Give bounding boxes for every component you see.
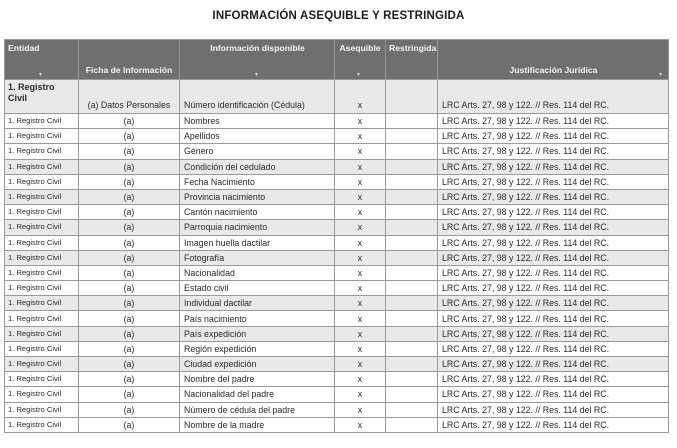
page-title: INFORMACIÓN ASEQUIBLE Y RESTRINGIDA [212, 10, 465, 22]
cell-justificacion: LRC Arts. 27, 98 y 122. // Res. 114 del RC. [438, 417, 669, 432]
table-row [5, 357, 669, 372]
cell-restringida [386, 281, 438, 296]
cell-entidad: 1. Registro Civil [5, 235, 79, 250]
cell-informacion: Fotografía [180, 250, 335, 265]
cell-justificacion: LRC Arts. 27, 98 y 122. // Res. 114 del RC. [438, 402, 669, 417]
cell-asequible: x [335, 402, 386, 417]
cell-entidad: 1. Registro Civil [5, 402, 79, 417]
cell-justificacion: LRC Arts. 27, 98 y 122. // Res. 114 del RC. [438, 326, 669, 341]
column-header-label: Justificación Jurídica [509, 65, 598, 75]
cell-restringida [386, 417, 438, 432]
cell-asequible: x [335, 372, 386, 387]
table-row [5, 189, 669, 204]
cell-justificacion: LRC Arts. 27, 98 y 122. // Res. 114 del RC. [438, 250, 669, 265]
cell-asequible: x [335, 189, 386, 204]
cell-ficha: (a) [79, 235, 180, 250]
cell-entidad: 1. Registro Civil [5, 417, 79, 432]
cell-entidad: 1. Registro Civil [5, 357, 79, 372]
cell-asequible: x [335, 296, 386, 311]
cell-ficha: (a) [79, 417, 180, 432]
cell-asequible: x [335, 311, 386, 326]
cell-entidad: 1. Registro Civil [5, 205, 79, 220]
cell-ficha: (a) [79, 250, 180, 265]
cell-restringida [386, 250, 438, 265]
cell-restringida [386, 220, 438, 235]
cell-asequible: x [335, 129, 386, 144]
cell-restringida [386, 189, 438, 204]
cell-ficha: (a) [79, 387, 180, 402]
cell-informacion: Fecha Nacimiento [180, 174, 335, 189]
cell-ficha: (a) [79, 341, 180, 356]
cell-informacion: Cantón nacimiento [180, 205, 335, 220]
cell-ficha: (a) [79, 144, 180, 159]
cell-justificacion: LRC Arts. 27, 98 y 122. // Res. 114 del RC. [438, 220, 669, 235]
cell-entidad: 1. Registro Civil [5, 159, 79, 174]
cell-entidad: 1. Registro Civil [5, 281, 79, 296]
cell-justificacion: LRC Arts. 27, 98 y 122. // Res. 114 del RC. [438, 80, 669, 114]
cell-restringida [386, 144, 438, 159]
cell-ficha: (a) [79, 265, 180, 280]
cell-entidad: 1. Registro Civil [5, 80, 79, 114]
table-body [5, 80, 669, 433]
table-row [5, 174, 669, 189]
cell-restringida [386, 402, 438, 417]
filter-dropdown-icon[interactable]: ▾ [255, 72, 259, 78]
column-header-label: Ficha de Información [85, 65, 173, 75]
table-row [5, 220, 669, 235]
cell-justificacion: LRC Arts. 27, 98 y 122. // Res. 114 del RC. [438, 129, 669, 144]
cell-restringida [386, 372, 438, 387]
column-header-label: Entidad [8, 43, 40, 53]
cell-ficha: (a) [79, 326, 180, 341]
cell-restringida [386, 387, 438, 402]
table-row [5, 417, 669, 432]
cell-restringida [386, 357, 438, 372]
cell-ficha: (a) [79, 311, 180, 326]
cell-informacion: Género [180, 144, 335, 159]
cell-justificacion: LRC Arts. 27, 98 y 122. // Res. 114 del RC. [438, 311, 669, 326]
cell-ficha: (a) [79, 402, 180, 417]
table-row [5, 129, 669, 144]
cell-justificacion: LRC Arts. 27, 98 y 122. // Res. 114 del RC. [438, 174, 669, 189]
cell-asequible: x [335, 220, 386, 235]
cell-entidad: 1. Registro Civil [5, 311, 79, 326]
cell-asequible: x [335, 341, 386, 356]
cell-justificacion: LRC Arts. 27, 98 y 122. // Res. 114 del RC. [438, 144, 669, 159]
cell-asequible: x [335, 205, 386, 220]
cell-entidad: 1. Registro Civil [5, 189, 79, 204]
table-row [5, 281, 669, 296]
cell-informacion: Número de cédula del padre [180, 402, 335, 417]
cell-asequible: x [335, 417, 386, 432]
cell-entidad: 1. Registro Civil [5, 341, 79, 356]
table-row [5, 341, 669, 356]
cell-informacion: País expedición [180, 326, 335, 341]
column-header-informacion [180, 40, 335, 80]
cell-ficha: (a) [79, 189, 180, 204]
table-row [5, 235, 669, 250]
cell-asequible: x [335, 174, 386, 189]
cell-justificacion: LRC Arts. 27, 98 y 122. // Res. 114 del RC. [438, 341, 669, 356]
cell-justificacion: LRC Arts. 27, 98 y 122. // Res. 114 del RC. [438, 281, 669, 296]
cell-restringida [386, 341, 438, 356]
cell-restringida [386, 311, 438, 326]
cell-justificacion: LRC Arts. 27, 98 y 122. // Res. 114 del RC. [438, 265, 669, 280]
cell-informacion: Región expedición [180, 341, 335, 356]
cell-justificacion: LRC Arts. 27, 98 y 122. // Res. 114 del RC. [438, 189, 669, 204]
cell-asequible: x [335, 357, 386, 372]
column-header-restringida [386, 40, 438, 80]
cell-justificacion: LRC Arts. 27, 98 y 122. // Res. 114 del RC. [438, 296, 669, 311]
cell-informacion: Nacionalidad del padre [180, 387, 335, 402]
cell-justificacion: LRC Arts. 27, 98 y 122. // Res. 114 del RC. [438, 205, 669, 220]
cell-asequible: x [335, 114, 386, 129]
cell-entidad: 1. Registro Civil [5, 265, 79, 280]
cell-entidad: 1. Registro Civil [5, 114, 79, 129]
cell-restringida [386, 174, 438, 189]
table-row [5, 326, 669, 341]
information-table [4, 39, 669, 433]
cell-informacion: Imagen huella dactilar [180, 235, 335, 250]
cell-asequible: x [335, 80, 386, 114]
cell-asequible: x [335, 265, 386, 280]
cell-ficha: (a) [79, 357, 180, 372]
cell-ficha: (a) [79, 129, 180, 144]
cell-entidad: 1. Registro Civil [5, 326, 79, 341]
cell-justificacion: LRC Arts. 27, 98 y 122. // Res. 114 del RC. [438, 357, 669, 372]
cell-ficha: (a) [79, 159, 180, 174]
filter-dropdown-icon[interactable]: ▾ [39, 72, 43, 78]
cell-asequible: x [335, 235, 386, 250]
cell-ficha: (a) [79, 281, 180, 296]
table-row [5, 402, 669, 417]
table-header-row [5, 40, 669, 80]
cell-ficha: (a) [79, 174, 180, 189]
cell-informacion: Parroquia nacimiento [180, 220, 335, 235]
table-row [5, 80, 669, 114]
cell-informacion: Estado civil [180, 281, 335, 296]
filter-dropdown-icon[interactable]: ▾ [658, 72, 662, 78]
cell-entidad: 1. Registro Civil [5, 129, 79, 144]
cell-asequible: x [335, 326, 386, 341]
cell-ficha: (a) [79, 296, 180, 311]
cell-asequible: x [335, 281, 386, 296]
table-row [5, 205, 669, 220]
cell-restringida [386, 326, 438, 341]
cell-asequible: x [335, 387, 386, 402]
column-header-label: Asequible [339, 43, 381, 53]
cell-justificacion: LRC Arts. 27, 98 y 122. // Res. 114 del RC. [438, 114, 669, 129]
cell-justificacion: LRC Arts. 27, 98 y 122. // Res. 114 del RC. [438, 235, 669, 250]
table-row [5, 114, 669, 129]
table-row [5, 250, 669, 265]
cell-asequible: x [335, 250, 386, 265]
filter-dropdown-icon[interactable]: ▾ [357, 72, 361, 78]
cell-entidad: 1. Registro Civil [5, 250, 79, 265]
cell-ficha: (a) [79, 205, 180, 220]
cell-entidad: 1. Registro Civil [5, 220, 79, 235]
cell-entidad: 1. Registro Civil [5, 174, 79, 189]
cell-justificacion: LRC Arts. 27, 98 y 122. // Res. 114 del RC. [438, 372, 669, 387]
cell-informacion: Nombre de la madre [180, 417, 335, 432]
cell-entidad: 1. Registro Civil [5, 296, 79, 311]
cell-entidad: 1. Registro Civil [5, 372, 79, 387]
column-header-justificacion [438, 40, 669, 80]
cell-ficha: (a) [79, 220, 180, 235]
cell-restringida [386, 114, 438, 129]
cell-restringida [386, 265, 438, 280]
cell-informacion: Nombre del padre [180, 372, 335, 387]
cell-restringida [386, 205, 438, 220]
cell-entidad: 1. Registro Civil [5, 387, 79, 402]
cell-informacion: Condición del cedulado [180, 159, 335, 174]
cell-restringida [386, 159, 438, 174]
cell-ficha: (a) Datos Personales [79, 80, 180, 114]
cell-asequible: x [335, 159, 386, 174]
cell-informacion: Individual dactilar [180, 296, 335, 311]
cell-informacion: País nacimiento [180, 311, 335, 326]
cell-entidad: 1. Registro Civil [5, 144, 79, 159]
cell-ficha: (a) [79, 114, 180, 129]
cell-restringida [386, 80, 438, 114]
table-row [5, 296, 669, 311]
cell-informacion: Ciudad expedición [180, 357, 335, 372]
cell-justificacion: LRC Arts. 27, 98 y 122. // Res. 114 del RC. [438, 159, 669, 174]
column-header-label: Información disponible [210, 43, 305, 53]
cell-informacion: Provincia nacimiento [180, 189, 335, 204]
column-header-entidad [5, 40, 79, 80]
table-row [5, 265, 669, 280]
column-header-label: Restringida [389, 43, 437, 53]
cell-restringida [386, 296, 438, 311]
cell-informacion: Apellidos [180, 129, 335, 144]
table-row [5, 387, 669, 402]
cell-asequible: x [335, 144, 386, 159]
table-row [5, 372, 669, 387]
cell-justificacion: LRC Arts. 27, 98 y 122. // Res. 114 del RC. [438, 387, 669, 402]
cell-informacion: Nacionalidad [180, 265, 335, 280]
cell-restringida [386, 129, 438, 144]
cell-informacion: Número identificación (Cédula) [180, 80, 335, 114]
cell-ficha: (a) [79, 372, 180, 387]
table-row [5, 144, 669, 159]
table-row [5, 159, 669, 174]
column-header-asequible [335, 40, 386, 80]
cell-restringida [386, 235, 438, 250]
cell-informacion: Nombres [180, 114, 335, 129]
column-header-ficha [79, 40, 180, 80]
table-row [5, 311, 669, 326]
